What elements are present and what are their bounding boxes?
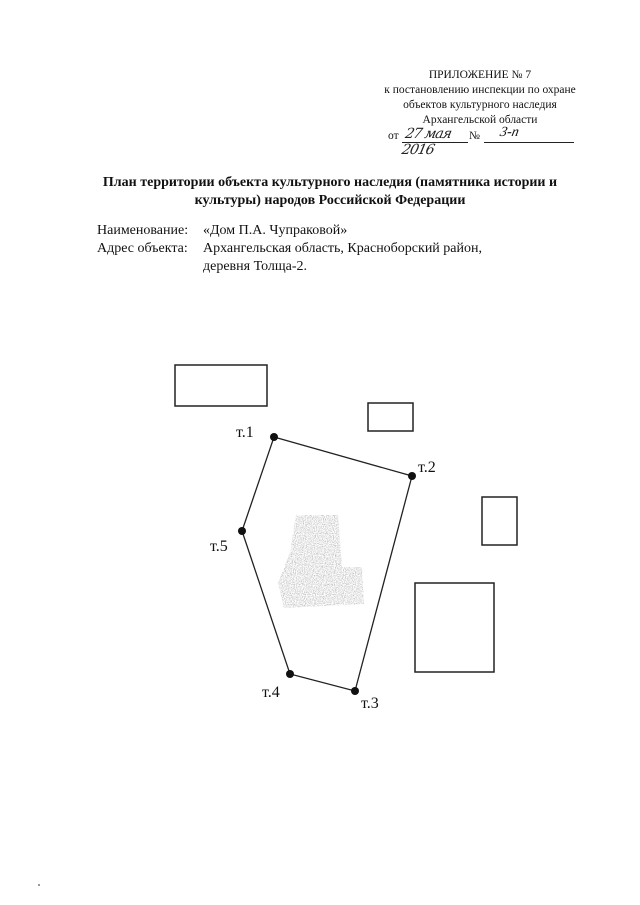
boundary-point-4	[286, 670, 294, 678]
handwritten-number: 3-п	[498, 125, 521, 140]
monument-house-footprint	[278, 515, 364, 608]
number-sign: №	[469, 130, 480, 142]
from-label: от	[388, 130, 399, 142]
title-line-2: культуры) народов Российской Федерации	[194, 193, 466, 208]
name-value: «Дом П.А. Чупраковой»	[203, 223, 348, 238]
point-label-2: т.2	[418, 459, 436, 476]
appendix-line-2: объектов культурного наследия	[403, 99, 557, 111]
point-label-5: т.5	[210, 538, 228, 555]
point-label-1: т.1	[236, 424, 254, 441]
address-line-1: Архангельская область, Красноборский район,	[203, 241, 483, 256]
address-label: Адрес объекта:	[97, 241, 188, 256]
address-line-2: деревня Толща-2.	[203, 259, 308, 274]
boundary-point-2	[408, 472, 416, 480]
handwritten-date: 27 мая 2016	[400, 126, 453, 158]
appendix-line-1: к постановлению инспекции по охране	[384, 84, 576, 96]
neighbor-building-top-center	[368, 403, 413, 431]
point-label-3: т.3	[361, 695, 379, 712]
neighbor-building-right	[482, 497, 517, 545]
scan-dot	[38, 884, 40, 886]
name-label: Наименование:	[97, 223, 189, 238]
boundary-point-5	[238, 527, 246, 535]
neighbor-building-top-left	[175, 365, 267, 406]
point-label-4: т.4	[262, 684, 280, 701]
boundary-point-1	[270, 433, 278, 441]
title-line-1: План территории объекта культурного наследия (памятника истории и	[102, 175, 558, 190]
appendix-line-3: Архангельской области	[422, 114, 538, 126]
neighbor-building-bottom-right	[415, 583, 494, 672]
appendix-title: ПРИЛОЖЕНИЕ № 7	[428, 69, 532, 81]
boundary-point-3	[351, 687, 359, 695]
